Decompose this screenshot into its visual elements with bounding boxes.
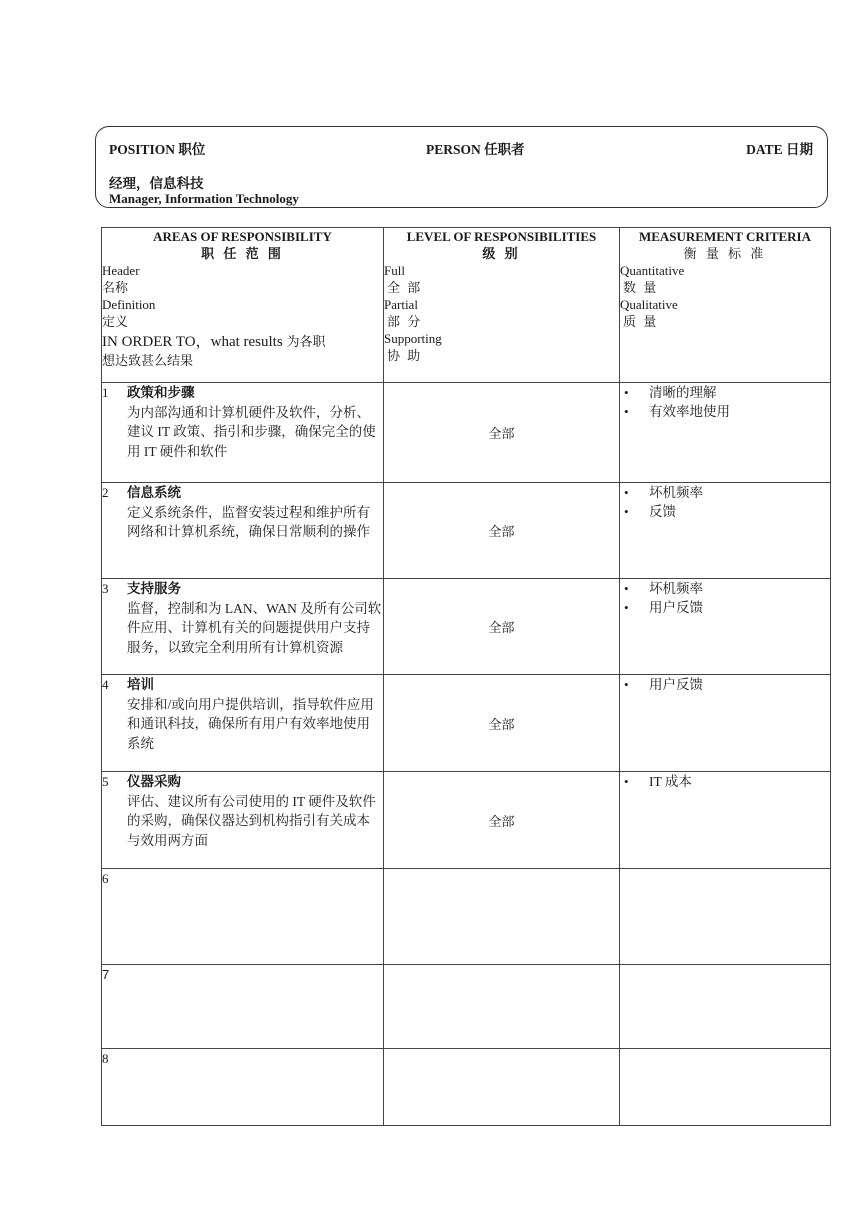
level-line: 全 部: [387, 280, 423, 295]
criteria-item: • 用户反馈: [620, 598, 830, 617]
area-cell: [102, 772, 384, 869]
level-cell: 全部: [384, 383, 620, 483]
area-number: 3: [102, 581, 109, 596]
area-number: 1: [102, 385, 109, 400]
level-cell: 全部: [384, 579, 620, 675]
level-cell: 全部: [384, 483, 620, 579]
criteria-item: • 用户反馈: [620, 675, 830, 694]
area-description: 评估、建议所有公司使用的 IT 硬件及软件的采购，确保仪器达到机构指引有关成本与效用两方面: [127, 793, 376, 848]
criteria-title-cn: 衡 量 标 准: [683, 246, 767, 261]
header-level-cell: [384, 228, 620, 383]
position-header-box: [95, 126, 828, 208]
criteria-cell: [620, 1049, 831, 1126]
area-cell: [102, 869, 384, 965]
table-row: [102, 772, 831, 869]
responsibility-table: [101, 227, 831, 1126]
criteria-cell: [620, 383, 831, 483]
criteria-line: 数 量: [623, 280, 659, 295]
area-number: 7: [102, 967, 110, 982]
criteria-item: • 清晰的理解: [620, 383, 830, 402]
table-row: [102, 383, 831, 483]
areas-line: Definition: [102, 297, 156, 312]
in-order-to-cn-line2: 想达致甚么结果: [102, 353, 194, 368]
criteria-line: Quantitative: [620, 263, 685, 278]
areas-line: 名称: [102, 280, 129, 295]
criteria-cell: [620, 772, 831, 869]
area-cell: [102, 483, 384, 579]
criteria-cell: [620, 675, 831, 772]
level-cell: 全部: [384, 772, 620, 869]
area-number: 4: [102, 677, 109, 692]
table-row: [102, 675, 831, 772]
area-cell: [102, 383, 384, 483]
criteria-cell: [620, 869, 831, 965]
area-cell: [102, 579, 384, 675]
in-order-to-text: IN ORDER TO，what results: [102, 334, 283, 350]
header-areas-cell: [102, 228, 384, 383]
area-title: 信息系统: [127, 485, 181, 500]
position-label: POSITION 职位: [109, 142, 206, 157]
areas-line: Header: [102, 263, 140, 278]
header-criteria-cell: [620, 228, 831, 383]
level-line: 部 分: [387, 314, 423, 329]
date-label: DATE 日期: [746, 142, 813, 157]
criteria-line: Qualitative: [620, 297, 678, 312]
area-title: 政策和步骤: [127, 385, 195, 400]
area-number: 2: [102, 485, 109, 500]
area-description: 为内部沟通和计算机硬件及软件，分析、建议 IT 政策、指引和步骤，确保完全的使用 IT 硬件和软件: [127, 404, 376, 459]
criteria-item: • 坏机频率: [620, 483, 830, 502]
area-number: 5: [102, 774, 109, 789]
table-row: [102, 869, 831, 965]
in-order-to-line: [102, 332, 383, 352]
areas-line: 定义: [102, 314, 129, 329]
area-description: 监督，控制和为 LAN、WAN 及所有公司软件应用、计算机有关的问题提供用户支持服务，以致完全利用所有计算机资源: [127, 600, 382, 655]
table-row: [102, 483, 831, 579]
level-cell: [384, 869, 620, 965]
level-cell: 全部: [384, 675, 620, 772]
level-cell: [384, 965, 620, 1049]
table-row: [102, 579, 831, 675]
level-title: LEVEL OF RESPONSIBILITIES: [406, 229, 597, 244]
area-cell: [102, 965, 384, 1049]
areas-title-cn: 职 任 范 围: [201, 246, 284, 261]
criteria-item: • IT 成本: [620, 772, 830, 791]
level-cell: [384, 1049, 620, 1126]
criteria-cell: [620, 483, 831, 579]
criteria-item: • 坏机频率: [620, 579, 830, 598]
level-line: 协 助: [387, 348, 423, 363]
areas-title: AREAS OF RESPONSIBILITY: [153, 229, 332, 244]
area-number: 8: [102, 1051, 109, 1066]
level-line: Supporting: [384, 331, 442, 346]
in-order-to-cn: 为各职: [286, 334, 326, 349]
area-number: 6: [102, 871, 109, 886]
area-cell: [102, 675, 384, 772]
person-label: PERSON 任职者: [426, 142, 525, 157]
level-title-cn: 级 别: [482, 246, 521, 261]
table-row: [102, 1049, 831, 1126]
criteria-cell: [620, 579, 831, 675]
area-title: 培训: [127, 677, 154, 692]
table-row: [102, 965, 831, 1049]
criteria-line: 质 量: [623, 314, 659, 329]
area-description: 安排和/或向用户提供培训，指导软件应用和通讯科技，确保所有用户有效率地使用系统: [127, 696, 374, 751]
criteria-item: • 反馈: [620, 502, 830, 521]
area-cell: [102, 1049, 384, 1126]
table-header-row: [102, 228, 831, 383]
area-title: 仪器采购: [127, 774, 181, 789]
criteria-item: • 有效率地使用: [620, 402, 830, 421]
criteria-title: MEASUREMENT CRITERIA: [638, 229, 812, 244]
position-title-cn: 经理，信息科技: [109, 176, 204, 191]
criteria-cell: [620, 965, 831, 1049]
area-title: 支持服务: [127, 581, 181, 596]
position-title-en: Manager, Information Technology: [109, 191, 299, 206]
level-line: Partial: [384, 297, 418, 312]
level-line: Full: [384, 263, 405, 278]
area-description: 定义系统条件，监督安装过程和维护所有网络和计算机系统，确保日常顺利的操作: [127, 504, 370, 539]
